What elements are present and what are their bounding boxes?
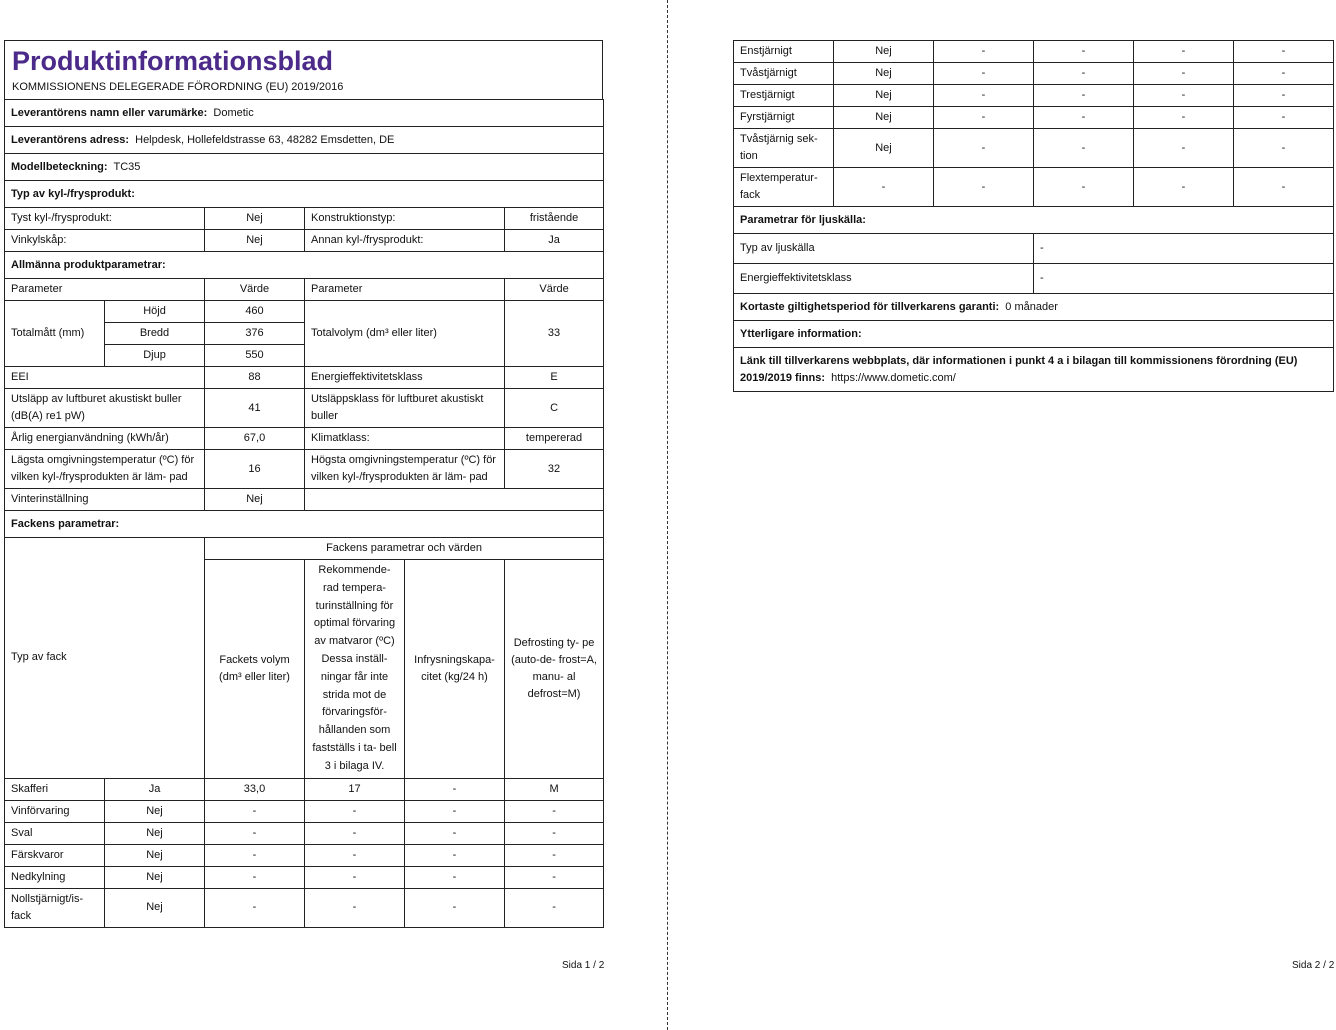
general-heading: Allmänna produktparametrar: bbox=[5, 252, 604, 279]
compartment-name: Trestjärnigt bbox=[734, 85, 834, 107]
type-row bbox=[5, 230, 604, 252]
noise-class-label: Utsläppsklass för luftburet akustiskt buller bbox=[305, 389, 505, 428]
min-temp-value: 16 bbox=[205, 450, 305, 489]
warranty-row bbox=[734, 294, 1334, 321]
compartment-row bbox=[5, 800, 604, 822]
compartment-volume: - bbox=[934, 129, 1034, 168]
compartment-freeze: - bbox=[1134, 129, 1234, 168]
type-row bbox=[5, 208, 604, 230]
compartment-temp: - bbox=[1034, 85, 1134, 107]
extra-heading: Ytterligare information: bbox=[734, 321, 1334, 348]
compartment-defrost: - bbox=[1234, 168, 1334, 207]
compartment-heading: Fackens parametrar: bbox=[5, 511, 604, 538]
supplier-name: Dometic bbox=[213, 106, 254, 119]
compartment-volume: - bbox=[205, 844, 305, 866]
warranty-label: Kortaste giltighetsperiod för tillverkarens garanti: bbox=[740, 300, 1000, 313]
compartment-freeze: - bbox=[405, 844, 505, 866]
col-volume-header: Fackets volym (dm³ eller liter) bbox=[205, 560, 305, 779]
supplier-address-row bbox=[5, 127, 604, 154]
compartment-name: Färskvaror bbox=[5, 844, 105, 866]
climate-label: Klimatklass: bbox=[305, 428, 505, 450]
dim-height-label: Höjd bbox=[105, 301, 205, 323]
light-type-label: Typ av ljuskälla bbox=[734, 234, 1034, 264]
compartment-row bbox=[5, 778, 604, 800]
product-info-table bbox=[4, 99, 604, 928]
compartment-type-label: Typ av fack bbox=[5, 538, 205, 779]
compartment-defrost: - bbox=[505, 888, 604, 927]
compartment-name: Vinförvaring bbox=[5, 800, 105, 822]
compartment-row bbox=[734, 129, 1334, 168]
energy-row bbox=[5, 428, 604, 450]
page-divider bbox=[667, 0, 668, 1030]
compartment-row bbox=[5, 866, 604, 888]
compartment-defrost: - bbox=[1234, 63, 1334, 85]
compartment-defrost: - bbox=[505, 844, 604, 866]
compartment-present: Nej bbox=[105, 844, 205, 866]
dim-width-value: 376 bbox=[205, 323, 305, 345]
compartment-temp: - bbox=[1034, 129, 1134, 168]
temperature-row bbox=[5, 450, 604, 489]
light-heading-row bbox=[734, 207, 1334, 234]
annual-energy-label: Årlig energianvändning (kWh/år) bbox=[5, 428, 205, 450]
regulation-subtitle: KOMMISSIONENS DELEGERADE FÖRORDNING (EU) 2019/2016 bbox=[12, 81, 344, 93]
compartment-defrost: - bbox=[505, 866, 604, 888]
type-value: Nej bbox=[205, 230, 305, 252]
compartment-temp: - bbox=[305, 822, 405, 844]
empty-cell bbox=[305, 489, 604, 511]
compartment-defrost: - bbox=[1234, 41, 1334, 63]
compartment-freeze: - bbox=[1134, 63, 1234, 85]
compartment-present: Nej bbox=[105, 888, 205, 927]
compartment-row bbox=[5, 822, 604, 844]
noise-value: 41 bbox=[205, 389, 305, 428]
compartment-volume: - bbox=[205, 888, 305, 927]
compartment-name: Nollstjärnigt/is- fack bbox=[5, 888, 105, 927]
param-header: Parameter bbox=[5, 279, 205, 301]
total-volume-value: 33 bbox=[505, 301, 604, 367]
winter-value: Nej bbox=[205, 489, 305, 511]
compartment-present: Nej bbox=[105, 822, 205, 844]
col-temp-header: Rekommende- rad tempera- turinställning för optimal förvaring av matvaror (ºC) Dessa inställ- ningar får inte strida mot de förvaringsför- hållanden som fastställs i ta- bell 3 i bilaga IV. bbox=[305, 560, 405, 779]
page-number: Sida 1 / 2 bbox=[562, 960, 605, 971]
compartment-volume: - bbox=[205, 822, 305, 844]
value-header: Värde bbox=[205, 279, 305, 301]
compartment-volume: 33,0 bbox=[205, 778, 305, 800]
compartment-temp: - bbox=[305, 866, 405, 888]
type-label: Annan kyl-/frysprodukt: bbox=[305, 230, 505, 252]
type-label: Vinkylskåp: bbox=[5, 230, 205, 252]
compartment-row bbox=[734, 168, 1334, 207]
dim-height-value: 460 bbox=[205, 301, 305, 323]
type-value: fristående bbox=[505, 208, 604, 230]
general-heading-row bbox=[5, 252, 604, 279]
compartment-row bbox=[734, 85, 1334, 107]
max-temp-value: 32 bbox=[505, 450, 604, 489]
winter-label: Vinterinställning bbox=[5, 489, 205, 511]
compartment-defrost: - bbox=[1234, 85, 1334, 107]
compartment-present: Nej bbox=[834, 41, 934, 63]
supplier-name-row bbox=[5, 100, 604, 127]
type-heading: Typ av kyl-/frysprodukt: bbox=[5, 181, 604, 208]
model-row bbox=[5, 154, 604, 181]
dimensions-label: Totalmått (mm) bbox=[5, 301, 105, 367]
compartment-values-header: Fackens parametrar och värden bbox=[205, 538, 604, 560]
compartment-rows bbox=[5, 778, 604, 927]
compartment-freeze: - bbox=[405, 800, 505, 822]
compartment-freeze: - bbox=[405, 822, 505, 844]
light-class-row bbox=[734, 264, 1334, 294]
page-1 bbox=[4, 40, 603, 928]
link-row bbox=[734, 348, 1334, 392]
dim-depth-label: Djup bbox=[105, 345, 205, 367]
eei-value: 88 bbox=[205, 367, 305, 389]
compartment-defrost: - bbox=[1234, 107, 1334, 129]
compartment-freeze: - bbox=[1134, 85, 1234, 107]
compartment-name: Enstjärnigt bbox=[734, 41, 834, 63]
eei-row bbox=[5, 367, 604, 389]
supplier-address: Helpdesk, Hollefeldstrasse 63, 48282 Emsdetten, DE bbox=[135, 133, 395, 146]
compartment-present: - bbox=[834, 168, 934, 207]
compartment-freeze: - bbox=[1134, 168, 1234, 207]
compartment-name: Sval bbox=[5, 822, 105, 844]
noise-row bbox=[5, 389, 604, 428]
page-2 bbox=[733, 40, 1333, 392]
compartment-row bbox=[734, 41, 1334, 63]
compartment-name: Tvåstjärnigt bbox=[734, 63, 834, 85]
type-value: Ja bbox=[505, 230, 604, 252]
compartment-freeze: - bbox=[1134, 107, 1234, 129]
value-header: Värde bbox=[505, 279, 604, 301]
compartment-defrost: - bbox=[1234, 129, 1334, 168]
compartment-present: Ja bbox=[105, 778, 205, 800]
type-label: Tyst kyl-/frysprodukt: bbox=[5, 208, 205, 230]
light-type-value: - bbox=[1034, 234, 1334, 264]
max-temp-label: Högsta omgivningstemperatur (ºC) för vilken kyl-/frysprodukten är läm- pad bbox=[305, 450, 505, 489]
compartment-volume: - bbox=[934, 85, 1034, 107]
supplier-address-label: Leverantörens adress: bbox=[11, 133, 129, 146]
document-header bbox=[4, 40, 603, 99]
light-heading: Parametrar för ljuskälla: bbox=[734, 207, 1334, 234]
warranty-value: 0 månader bbox=[1005, 300, 1058, 313]
compartment-row bbox=[734, 63, 1334, 85]
param-header-row bbox=[5, 279, 604, 301]
energy-class-label: Energieffektivitetsklass bbox=[305, 367, 505, 389]
compartment-name: Tvåstjärnig sek- tion bbox=[734, 129, 834, 168]
noise-label: Utsläpp av luftburet akustiskt buller (dB(A) re1 pW) bbox=[5, 389, 205, 428]
col-freeze-header: Infrysningskapa- citet (kg/24 h) bbox=[405, 560, 505, 779]
dim-width-label: Bredd bbox=[105, 323, 205, 345]
compartment-volume: - bbox=[205, 866, 305, 888]
compartment-present: Nej bbox=[105, 800, 205, 822]
manufacturer-link[interactable]: https://www.dometic.com/ bbox=[831, 371, 956, 384]
page-title: Produktinformationsblad bbox=[12, 46, 334, 76]
energy-class-value: E bbox=[505, 367, 604, 389]
compartment-volume: - bbox=[934, 41, 1034, 63]
compartment-present: Nej bbox=[105, 866, 205, 888]
annual-energy-value: 67,0 bbox=[205, 428, 305, 450]
compartment-name: Fyrstjärnigt bbox=[734, 107, 834, 129]
compartment-temp: - bbox=[305, 888, 405, 927]
light-class-label: Energieffektivitetsklass bbox=[734, 264, 1034, 294]
compartment-present: Nej bbox=[834, 85, 934, 107]
eei-label: EEI bbox=[5, 367, 205, 389]
compartment-freeze: - bbox=[1134, 41, 1234, 63]
compartment-volume: - bbox=[934, 63, 1034, 85]
compartment-present: Nej bbox=[834, 129, 934, 168]
compartment-temp: - bbox=[1034, 107, 1134, 129]
compartment-temp: - bbox=[305, 800, 405, 822]
total-volume-label: Totalvolym (dm³ eller liter) bbox=[305, 301, 505, 367]
compartment-temp: 17 bbox=[305, 778, 405, 800]
compartment-defrost: - bbox=[505, 800, 604, 822]
min-temp-label: Lägsta omgivningstemperatur (ºC) för vilken kyl-/frysprodukten är läm- pad bbox=[5, 450, 205, 489]
extra-heading-row bbox=[734, 321, 1334, 348]
noise-class-value: C bbox=[505, 389, 604, 428]
compartment-present: Nej bbox=[834, 107, 934, 129]
supplier-name-label: Leverantörens namn eller varumärke: bbox=[11, 106, 208, 119]
compartment-freeze: - bbox=[405, 866, 505, 888]
compartment-freeze: - bbox=[405, 778, 505, 800]
light-type-row bbox=[734, 234, 1334, 264]
compartment-name: Flextemperatur- fack bbox=[734, 168, 834, 207]
compartment-volume: - bbox=[934, 107, 1034, 129]
climate-value: tempererad bbox=[505, 428, 604, 450]
compartment-temp: - bbox=[1034, 63, 1134, 85]
type-heading-row bbox=[5, 181, 604, 208]
compartment-temp: - bbox=[1034, 41, 1134, 63]
compartment-defrost: - bbox=[505, 822, 604, 844]
compartment-row bbox=[734, 107, 1334, 129]
compartment-heading-row bbox=[5, 511, 604, 538]
compartment-continuation-table bbox=[733, 40, 1334, 392]
col-defrost-header: Defrosting ty- pe (auto-de- frost=A, manu- al defrost=M) bbox=[505, 560, 604, 779]
dim-depth-value: 550 bbox=[205, 345, 305, 367]
model-value: TC35 bbox=[113, 160, 141, 173]
compartment-name: Nedkylning bbox=[5, 866, 105, 888]
compartment-temp: - bbox=[305, 844, 405, 866]
model-label: Modellbeteckning: bbox=[11, 160, 108, 173]
compartment-row bbox=[5, 844, 604, 866]
compartment-header-row bbox=[5, 538, 604, 560]
compartment-rows bbox=[734, 41, 1334, 207]
compartment-present: Nej bbox=[834, 63, 934, 85]
compartment-volume: - bbox=[205, 800, 305, 822]
compartment-temp: - bbox=[1034, 168, 1134, 207]
compartment-freeze: - bbox=[405, 888, 505, 927]
page-number: Sida 2 / 2 bbox=[1292, 960, 1335, 971]
type-value: Nej bbox=[205, 208, 305, 230]
compartment-name: Skafferi bbox=[5, 778, 105, 800]
compartment-row bbox=[5, 888, 604, 927]
param-header: Parameter bbox=[305, 279, 505, 301]
compartment-volume: - bbox=[934, 168, 1034, 207]
winter-row bbox=[5, 489, 604, 511]
link-label: Länk till tillverkarens webbplats, där informationen i punkt 4 a i bilagan till kommissionens förordning (EU) 2019/2019 finns: bbox=[740, 354, 1298, 384]
compartment-defrost: M bbox=[505, 778, 604, 800]
light-class-value: - bbox=[1034, 264, 1334, 294]
type-label: Konstruktionstyp: bbox=[305, 208, 505, 230]
dimension-row bbox=[5, 301, 604, 323]
